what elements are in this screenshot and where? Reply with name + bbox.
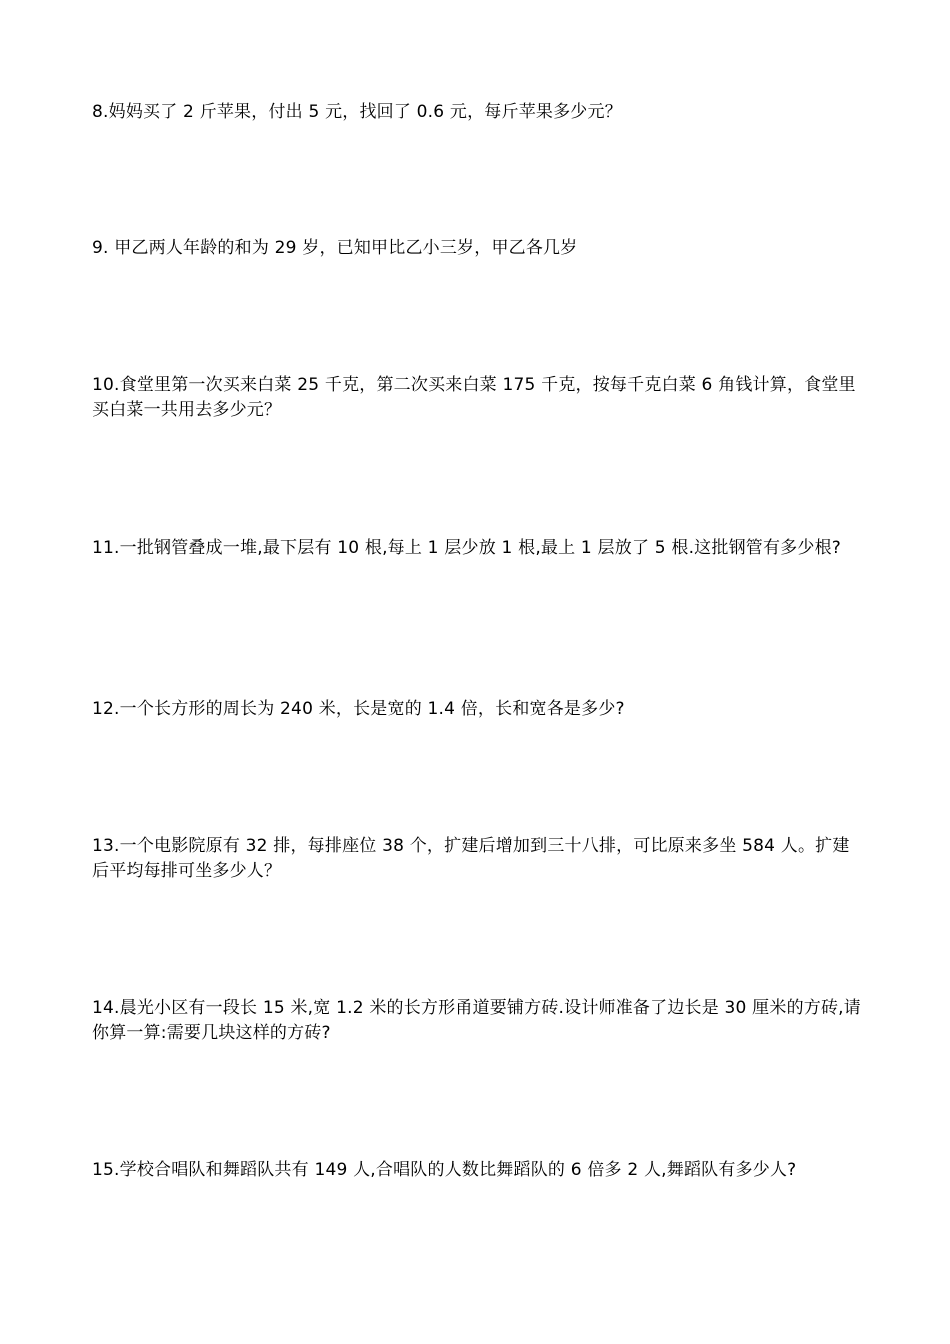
problem-12: 12.一个长方形的周长为 240 米，长是宽的 1.4 倍，长和宽各是多少? [92,699,625,719]
problem-9: 9. 甲乙两人年龄的和为 29 岁，已知甲比乙小三岁，甲乙各几岁 [92,238,578,258]
problem-8: 8.妈妈买了 2 斤苹果，付出 5 元，找回了 0.6 元，每斤苹果多少元？ [92,102,622,122]
problem-13: 13.一个电影院原有 32 排，每排座位 38 个，扩建后增加到三十八排，可比原来多坐 584 人。扩建后平均每排可坐多少人？ [92,836,850,881]
problem-14: 14.晨光小区有一段长 15 米,宽 1.2 米的长方形甬道要铺方砖.设计师准备了边长是 30 厘米的方砖,请你算一算:需要几块这样的方砖? [92,998,861,1043]
problem-10: 10.食堂里第一次买来白菜 25 千克，第二次买来白菜 175 千克，按每千克白菜 6 角钱计算，食堂里买白菜一共用去多少元？ [92,375,856,420]
problem-15: 15.学校合唱队和舞蹈队共有 149 人,合唱队的人数比舞蹈队的 6 倍多 2 人,舞蹈队有多少人? [92,1160,797,1180]
problem-11: 11.一批钢管叠成一堆,最下层有 10 根,每上 1 层少放 1 根,最上 1 层放了 5 根.这批钢管有多少根? [92,538,842,558]
